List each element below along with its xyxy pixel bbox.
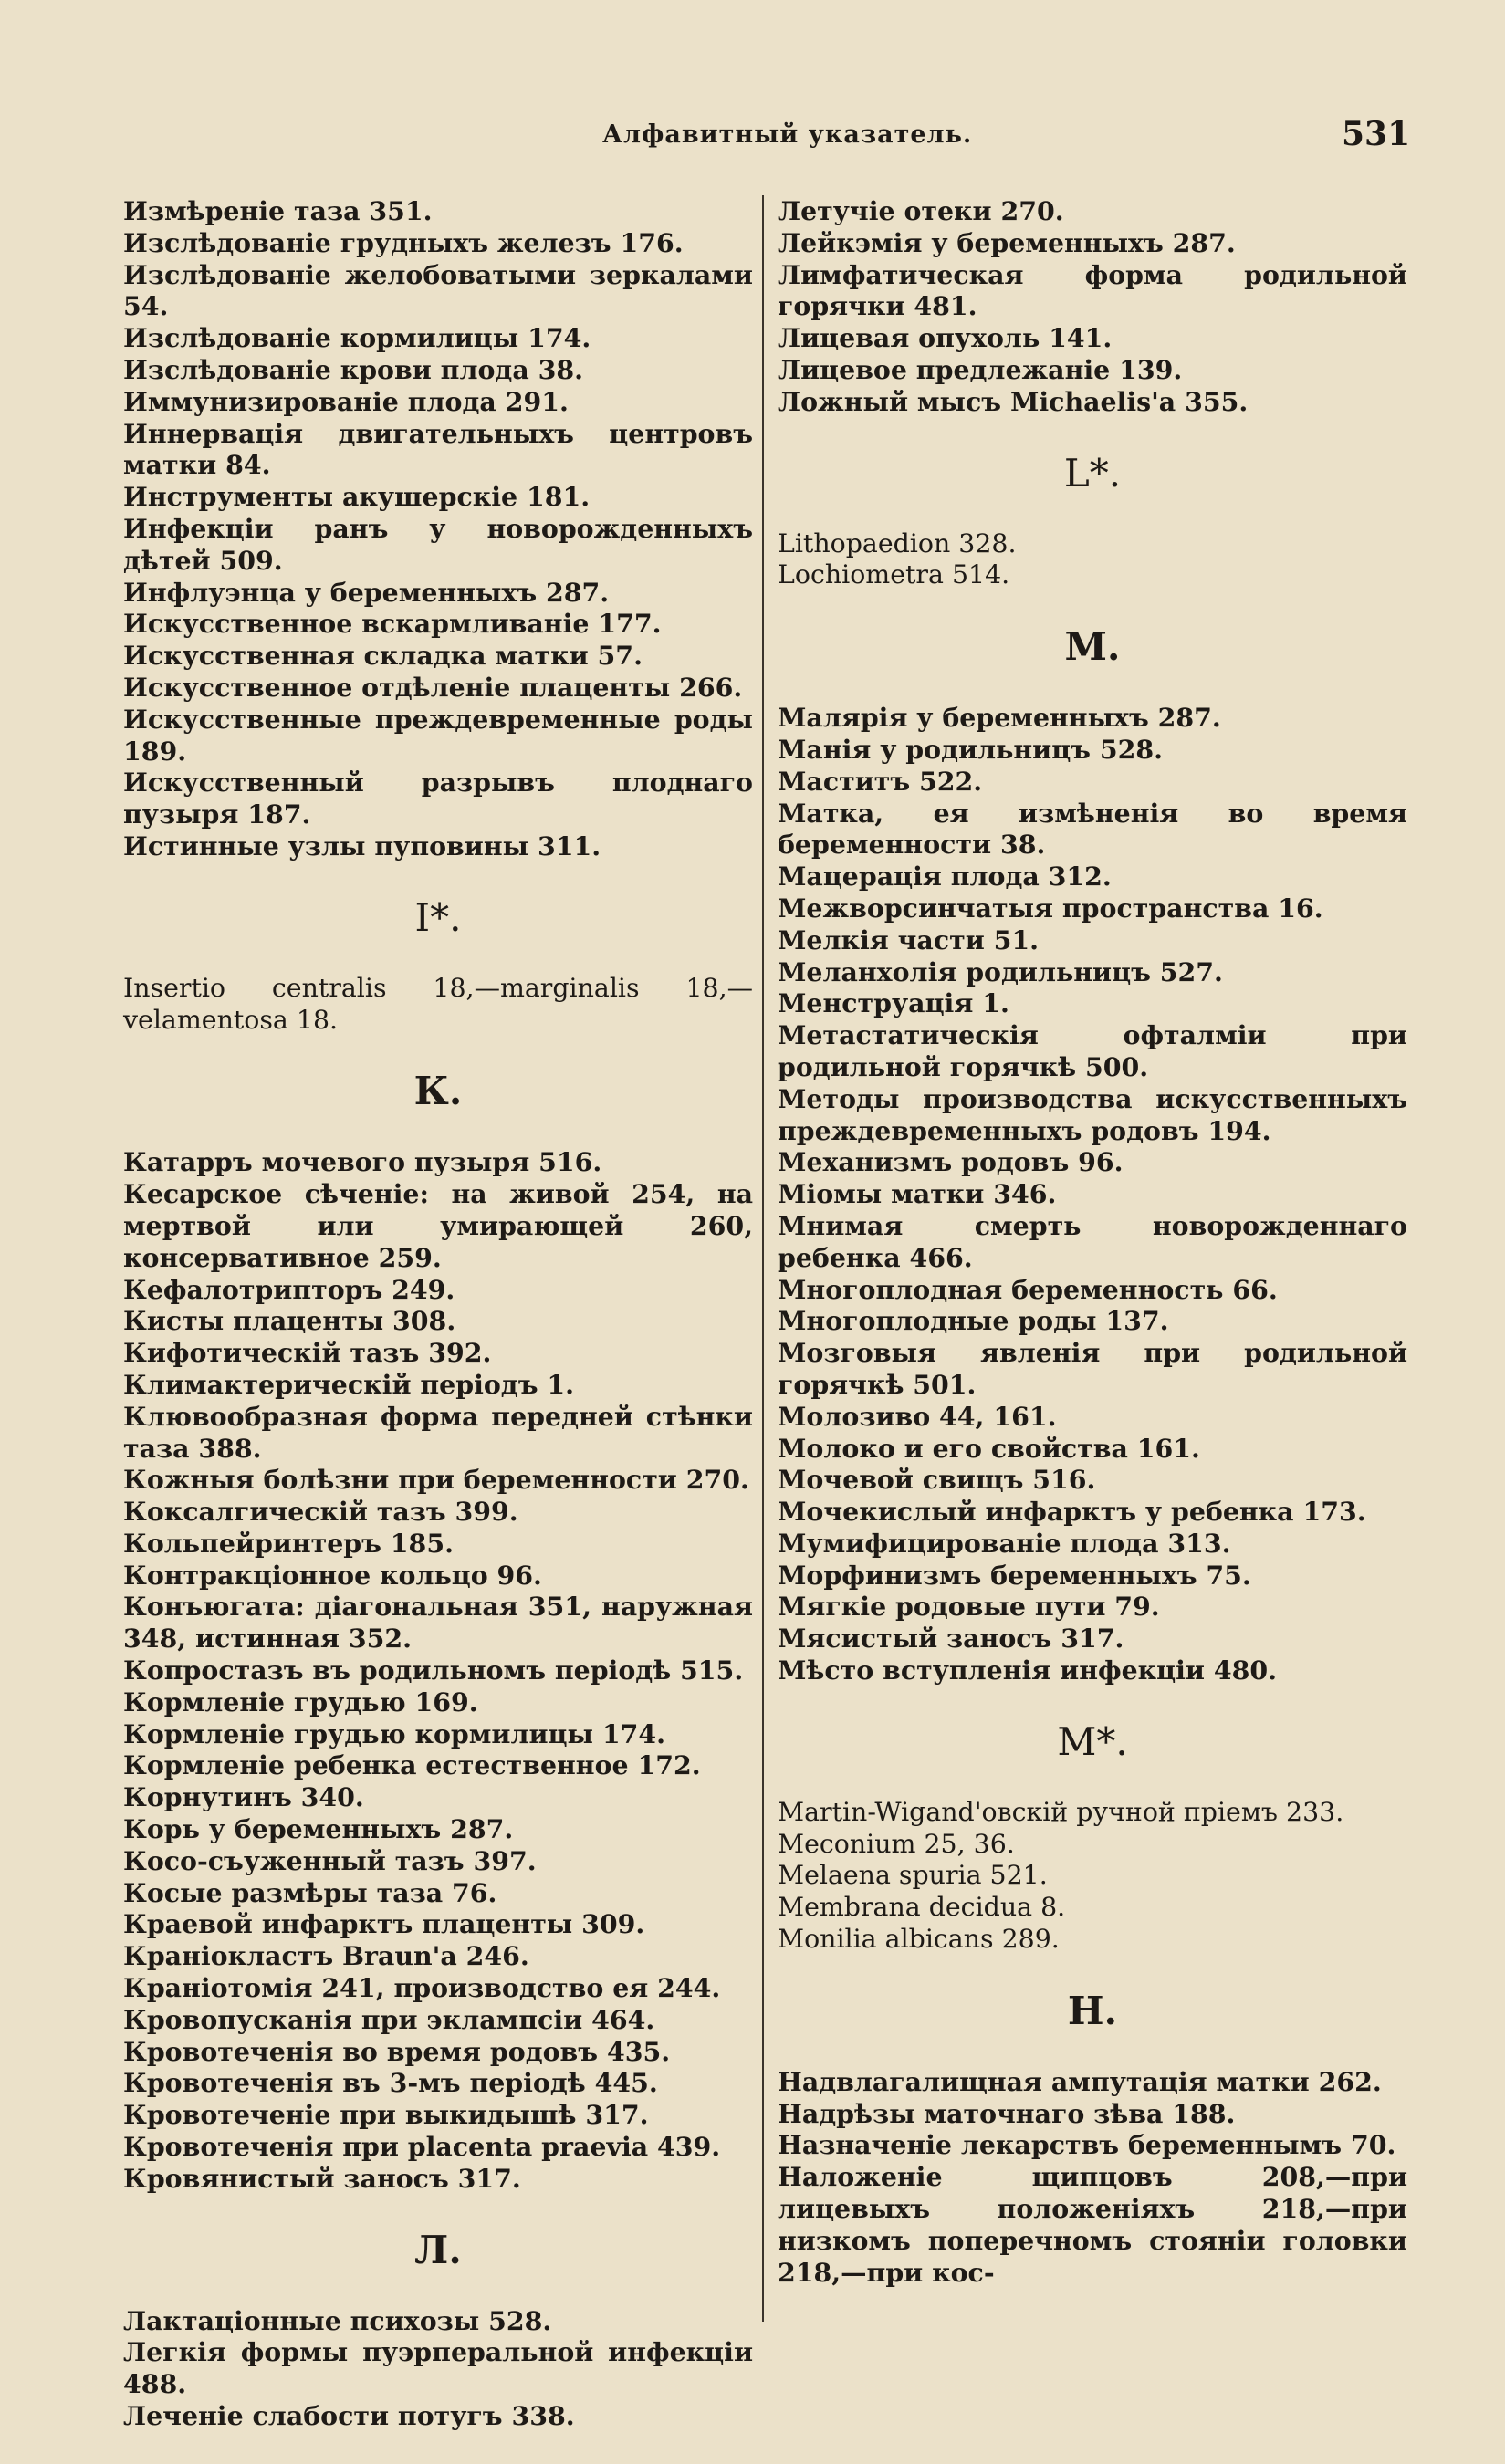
section-heading-i-latin: I*.: [414, 894, 462, 940]
index-entry: Мелкія части 51.: [778, 924, 1040, 955]
index-block-i: [123, 195, 753, 862]
section-heading-k: К.: [413, 1069, 463, 1114]
index-entry: Лейкэмія у беременныхъ 287.: [778, 226, 1236, 258]
index-entry: Иммунизированіе плода 291.: [123, 385, 569, 417]
index-entry: Искусственное вскармливаніе 177.: [123, 608, 662, 640]
index-entry: Лицевая опухоль 141.: [778, 322, 1113, 354]
index-entry: Кормленіе грудью 169.: [123, 1686, 478, 1717]
index-entry: Морфинизмъ беременныхъ 75.: [778, 1559, 1251, 1591]
index-entry: Мочевой свищъ 516.: [778, 1464, 1096, 1496]
index-entry: Кровотеченія при placenta praevia 439.: [123, 2131, 721, 2163]
index-entry: Membrana decidua 8.: [778, 1892, 1066, 1923]
running-head: [0, 115, 1505, 157]
index-entry: Лицевое предлежаніе 139.: [778, 353, 1183, 385]
index-entry: Кифотическій тазъ 392.: [123, 1337, 492, 1369]
index-entry: Мацерація плода 312.: [778, 861, 1112, 893]
index-entry: Кормленіе ребенка естественное 172.: [123, 1749, 701, 1781]
index-block-m: [778, 702, 1407, 1686]
index-entry: Молоко и его свойства 161.: [778, 1432, 1200, 1464]
index-entry: Менструація 1.: [778, 987, 1009, 1019]
index-entry: Кровотеченія во время родовъ 435.: [123, 2035, 671, 2067]
index-entry: Межворсинчатыя пространства 16.: [778, 892, 1323, 924]
index-entry: Изслѣдованіе грудныхъ железъ 176.: [123, 226, 684, 258]
running-title: Алфавитный указатель.: [602, 120, 973, 149]
index-block-n: [778, 2066, 1407, 2289]
index-entry: Кисты плаценты 308.: [123, 1305, 456, 1337]
index-block-l: [123, 2305, 753, 2432]
index-entry: Lithopaedion 328.: [778, 527, 1017, 559]
index-entry: Косо-съуженный тазъ 397.: [123, 1844, 537, 1876]
index-entry: Кольпейринтеръ 185.: [123, 1527, 454, 1559]
index-entry: Краевой инфарктъ плаценты 309.: [123, 1908, 645, 1940]
index-entry: Кровотеченія въ 3-мъ періодѣ 445.: [123, 2067, 658, 2099]
index-entry: Матка, ея измѣненія во время беременности 38.: [778, 797, 1407, 861]
index-entry: Леченіе слабости потугъ 338.: [123, 2400, 575, 2432]
index-entry: Мумифицированіе плода 313.: [778, 1527, 1231, 1559]
right-column: [778, 195, 1407, 2288]
index-entry: Искусственное отдѣленіе плаценты 266.: [123, 671, 743, 703]
index-entry: Изслѣдованіе кормилицы 174.: [123, 322, 591, 354]
index-entry: Истинные узлы пуповины 311.: [123, 830, 601, 861]
index-entry: Инструменты акушерскіе 181.: [123, 481, 591, 513]
index-entry: Meconium 25, 36.: [778, 1828, 1015, 1859]
index-entry: Механизмъ родовъ 96.: [778, 1146, 1124, 1178]
index-block-i-latin: [123, 973, 753, 1037]
index-entry: Лактаціонные психозы 528.: [123, 2304, 552, 2336]
index-block-l-latin: [778, 528, 1407, 592]
index-entry: Клювообразная форма передней стѣнки таза 388.: [123, 1400, 753, 1464]
index-entry: Кровянистый заносъ 317.: [123, 2162, 521, 2194]
index-entry: Метастатическія офталміи при родильной горячкѣ 500.: [778, 1019, 1407, 1082]
index-entry: Кровотеченіе при выкидышѣ 317.: [123, 2099, 649, 2131]
index-entry: Многоплодные роды 137.: [778, 1305, 1169, 1337]
section-heading-l-latin: L*.: [1063, 450, 1122, 496]
index-entry: Кесарское сѣченіе: на живой 254, на мертвой или умирающей 260, консервативное 259.: [123, 1178, 753, 1273]
index-entry: Маститъ 522.: [778, 765, 983, 797]
index-entry: Мнимая смерть новорожденнаго ребенка 466.: [778, 1209, 1407, 1273]
index-entry: Мочекислый инфарктъ у ребенка 173.: [778, 1496, 1366, 1528]
index-entry: Корнутинъ 340.: [123, 1781, 364, 1813]
index-entry: Monilia albicans 289.: [778, 1924, 1060, 1955]
section-heading-m: М.: [1064, 624, 1121, 670]
index-block-k: [123, 1146, 753, 2194]
index-entry: Климактерическій періодъ 1.: [123, 1368, 575, 1400]
index-entry: Мозговыя явленія при родильной горячкѣ 501.: [778, 1337, 1407, 1400]
index-entry: Молозиво 44, 161.: [778, 1400, 1057, 1432]
page-number: 531: [1342, 115, 1411, 153]
index-entry: Многоплодная беременность 66.: [778, 1273, 1278, 1305]
index-entry: Искусственная складка матки 57.: [123, 640, 643, 672]
index-entry: Краніотомія 241, производство ея 244.: [123, 1972, 721, 2004]
index-entry: Кровопусканія при эклампсіи 464.: [123, 2003, 655, 2035]
index-entry: Міомы матки 346.: [778, 1178, 1057, 1210]
index-entry: Мѣсто вступленія инфекціи 480.: [778, 1655, 1278, 1686]
index-entry: Insertio centralis 18,—marginalis 18,—velamentosa 18.: [123, 972, 753, 1035]
index-entry: Мягкіе родовые пути 79.: [778, 1591, 1160, 1623]
index-block-m-latin: [778, 1797, 1407, 1956]
index-entry: Наложеніе щипцовъ 208,—при лицевыхъ положеніяхъ 218,—при низкомъ поперечномъ стояніи головки 218,—при кос-: [778, 2161, 1407, 2288]
index-entry: Мясистый заносъ 317.: [778, 1623, 1124, 1655]
index-entry: Копростазъ въ родильномъ періодѣ 515.: [123, 1655, 744, 1686]
column-divider: [762, 195, 764, 2322]
index-entry: Методы производства искусственныхъ преждевременныхъ родовъ 194.: [778, 1082, 1407, 1146]
index-entry: Измѣреніе таза 351.: [123, 195, 433, 226]
index-entry: Конъюгата: діагональная 351, наружная 348, истинная 352.: [123, 1591, 753, 1655]
index-entry: Искусственный разрывъ плоднаго пузыря 187.: [123, 767, 753, 830]
index-entry: Иннервація двигательныхъ центровъ матки 84.: [123, 417, 753, 481]
index-entry: Лимфатическая форма родильной горячки 481.: [778, 258, 1407, 322]
index-entry: Кормленіе грудью кормилицы 174.: [123, 1717, 666, 1749]
index-entry: Надрѣзы маточнаго зѣва 188.: [778, 2097, 1236, 2129]
index-entry: Малярія у беременныхъ 287.: [778, 702, 1221, 734]
index-entry: Меланхолія родильницъ 527.: [778, 955, 1223, 987]
index-entry: Melaena spuria 521.: [778, 1860, 1048, 1891]
index-entry: Lochiometra 514.: [778, 559, 1010, 590]
index-entry: Летучіе отеки 270.: [778, 195, 1064, 226]
index-entry: Манія у родильницъ 528.: [778, 733, 1163, 765]
index-entry: Martin-Wigand'овскій ручной пріемъ 233.: [778, 1796, 1344, 1827]
index-entry: Краніокластъ Braun'a 246.: [123, 1940, 529, 1972]
index-entry: Кефалотрипторъ 249.: [123, 1273, 455, 1305]
section-heading-m-latin: M*.: [1057, 1718, 1128, 1764]
index-entry: Назначеніе лекарствъ беременнымъ 70.: [778, 2129, 1396, 2161]
index-entry: Инфекціи ранъ у новорожденныхъ дѣтей 509.: [123, 512, 753, 576]
index-entry: Надвлагалищная ампутація матки 262.: [778, 2065, 1382, 2097]
index-entry: Косые размѣры таза 76.: [123, 1876, 497, 1908]
left-column: [123, 195, 753, 2432]
index-entry: Катарръ мочевого пузыря 516.: [123, 1146, 602, 1178]
index-entry: Контракціонное кольцо 96.: [123, 1559, 542, 1591]
index-entry: Ложный мысъ Michaelis'a 355.: [778, 385, 1249, 417]
index-entry: Коксалгическій тазъ 399.: [123, 1496, 518, 1528]
section-heading-n: Н.: [1067, 1988, 1118, 2033]
index-entry: Искусственные преждевременные роды 189.: [123, 703, 753, 767]
index-entry: Инфлуэнца у беременныхъ 287.: [123, 576, 610, 608]
index-entry: Кожныя болѣзни при беременности 270.: [123, 1464, 749, 1496]
index-entry: Легкія формы пуэрперальной инфекціи 488.: [123, 2336, 753, 2400]
index-entry: Изслѣдованіе желобоватыми зеркалами 54.: [123, 258, 753, 322]
section-heading-l: Л.: [414, 2227, 462, 2272]
index-entry: Изслѣдованіе крови плода 38.: [123, 353, 583, 385]
index-block-l-cont: [778, 195, 1407, 418]
index-entry: Корь у беременныхъ 287.: [123, 1813, 514, 1845]
